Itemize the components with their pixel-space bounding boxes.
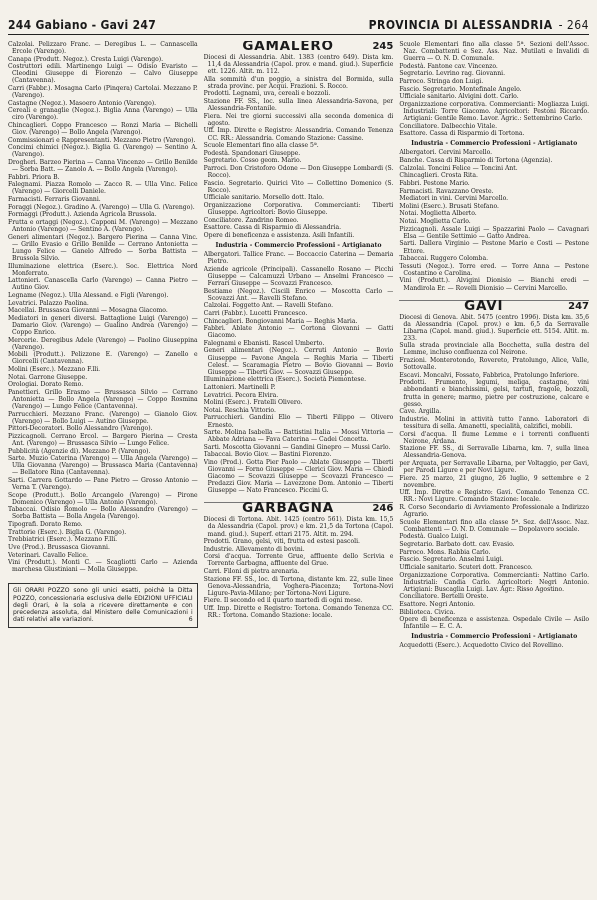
place-name: GARBAGNA (242, 500, 335, 517)
info-line: Parroci. Don Cristoforo Odone — Don Giuseppe Lombardi (S. Rocco). (203, 165, 394, 180)
place-intro: Diocesi di Alessandria. Abit. 1383 (centro 649). Dista km. 11,4 da Alessandria (Capol. prov. e mand. giud.). Superficie ett. 1226. Altit. m. 112. (203, 54, 394, 76)
info-line: Conciliatore. Bertelli Oreste. (399, 593, 489, 601)
info-line: Cave. Argilla. (399, 408, 442, 416)
directory-entry: Notai. Reschia Vittorio. (203, 406, 276, 414)
directory-entry: Mercerie. Deregibus Adele (Varengo) — Paolino Giuseppina (Varengo). (8, 336, 198, 351)
info-line: Parroco. Stringa don Luigi. (399, 78, 484, 86)
directory-entry: Commissionari e Rappresentanti. Mezzano Pietro (Varengo). (8, 136, 196, 144)
directory-entry: Sarte. Molina Isabella — Battistini Italia — Mossi Vittoria — Abbate Adriana — Fava Caterina — Cadei Concetta. (203, 429, 394, 444)
place-heading-gamalero (204, 41, 394, 54)
directory-entry: Levatrici. Pecora Elvira. (203, 391, 279, 399)
place-number: 246 (372, 503, 394, 515)
info-line: Fiere. 25 marzo, 21 giugno, 26 luglio, 9 settembre e 2 novembre. (399, 474, 590, 489)
directory-entry: Foraggi (Negoz.). Gradino A. (Varengo) — Ulla G. (Varengo). (8, 203, 195, 211)
info-line: Alla sommità d'un poggio, a sinistra del Bormida, sulla strada provinc. per Acqui. Frazioni. S. Rocco. (203, 75, 394, 90)
directory-entry: Lattonieri. Canascella Carlo (Varengo) — Canna Pietro — Autino Giov. (8, 277, 198, 292)
directory-entry: Albergatori. Tallice Franc. — Boccaccio Caterina — Demaria Pietro. (203, 251, 394, 266)
directory-entry: Molini (Eserc.). Brusati Stefano. (399, 202, 499, 210)
info-line: Fascio. Segretario. Montefinale Angelo. (399, 85, 522, 93)
directory-entry: Castagne (Negoz.). Masoero Antonio (Varengo). (8, 99, 157, 107)
info-line: Stazione FF. SS., loc. sulla linea Alessandria-Savona, per Alessandria-Fontanile. (203, 98, 394, 113)
directory-entry: Molini (Eserc.). Fratelli Olivero. (203, 399, 303, 407)
text-columns (8, 41, 589, 893)
place-info-lines (204, 76, 394, 239)
directory-entry: Bestiame (Negoz.). Ciscili Enrico — Moscotta Carlo — Scovazzi Ant. — Ravelli Stefano. (203, 287, 394, 302)
info-line: Stazione FF. SS., loc. di Tortona, distante km. 22, sulle linee Genova-Alessandria, Voghera-Piacenza; Tortona-Novi Ligure-Pavia-Milano; per Tortona-Novi Ligure. (203, 575, 394, 597)
directory-entry: Formaggi (Produtt.). Azienda Agricola Brussola. (8, 211, 157, 219)
info-line: Podestà. Fantone cav. Vincenzo. (399, 62, 498, 70)
directory-entry: Uve (Prod.). Brussasca Giovanni. (8, 543, 110, 551)
directory-entry: Carri (Fabbr.). Mosagna Carlo (Pinqera) Cartolai. Mezzano P. (Varengo). (8, 85, 198, 100)
info-line: Industrie. Molini in attività tutto l'anno. Laboratori di tessitura di sella. Amanetti, specialità, calzifici, mobili. (399, 415, 590, 430)
place-heading-garbagna (204, 500, 394, 517)
section-heading: Industria - Commercio Professioni - Artigianato (411, 633, 578, 641)
directory-entry: Macellai. Brussasca Giovanni — Mosagna Giacomo. (8, 307, 168, 315)
info-line: Industrie. Allevamento di bovini. (203, 545, 305, 553)
info-line: Opere di beneficenza e assistenza. Ospedale Civile — Asilo Infantile — E. C. A. (399, 616, 590, 631)
info-line: Organizzazione Corporativa. Commercianti: Nattino Carlo. Industriali: Candia Carlo. Agricoltori: Negri Antonio. Artigiani: Buscaglia Luigi. Lav. Agr.: Risso Agostino. (399, 571, 590, 593)
info-line: Corsi d'acqua. Torrente Grue, affluente dello Scrivia e Torrente Garbagna, affluente del Grue. (203, 553, 394, 568)
info-line: Parroco. Mons. Rabbia Carlo. (399, 548, 491, 556)
directory-entry: Molini (Eserc.). Mezzano F.lli. (8, 365, 101, 373)
info-line: Conciliatore. Zandrino Romeo. (203, 216, 299, 224)
info-line: Opere di beneficenza e assistenza. Asili Infantili. (203, 232, 355, 240)
directory-entry: Chincaglieri. Crosta Rita. (399, 172, 478, 180)
directory-entry: Aziende agricole (Principali). Cassanello Rosano — Picchi Giuseppe — Calcamuzzi Urbano — Anselmi Francesco — Ferrari Giuseppe — Scovazzi Francesco. (203, 265, 394, 287)
info-line: Scuole Elementari fino alla classe 5ª. Sezioni dell'Assoc. Naz. Combattenti e Sez. Ass. Naz. Mutilati e Invalidi di Guerra — O. N. D. Comunale. (399, 41, 590, 63)
directory-entry: Frutta e ortaggi (Negoz.). Capponi M. (Varengo) — Mezzano Antonio (Varengo) — Sentino A. (Varengo). (8, 219, 198, 234)
info-line: R. Corso Secondario di Avviamento Professionale a Indirizzo Agrario. (399, 503, 590, 518)
directory-entry: Generi alimentari (Negoz.). Cerruti Antonio — Bovio Giuseppe — Pavone Angela — Reghis Maria — Tiberti Celest. — Scaramagia Pietro — Bovio Giovanni — Bovio Giuseppe — Tiberti Giov. — Scovazzi Giuseppe. (203, 347, 394, 376)
directory-entry: Sarti. Dallera Virginio — Pestone Mario e Costi — Pestone Ettore. (399, 240, 590, 255)
place-info-lines (204, 538, 394, 619)
directory-entry: Notai. Garrone Giuseppe. (8, 373, 88, 381)
running-head (8, 18, 589, 35)
directory-entry: Concimi chimici (Negoz.). Biglia G. (Varengo) — Sentino A. (Varengo). (8, 144, 198, 159)
place-heading-gavi (399, 297, 590, 314)
place-name: GAVI (464, 297, 504, 314)
info-line: Prodotti. Grano, gelsi, viti, frutta ed estesi pascoli. (203, 538, 360, 546)
info-line: Stazione FF. SS., di Serravalle Libarna, km. 7, sulla linea Alessandria-Genova. (399, 445, 590, 460)
directory-entry: Vino (Prod.). Gotta Pier Paolo — Ablate Giuseppe — Tiberti Giovanni — Forno Giuseppe — Clerici Giov. Maria — Chiodi Giacomo — Scovazzi Giuseppe — Scovazzi Francesco — Predazzi Giov. Maria — Lavezzone Dom. Antonio — Tiberti Giuseppe — Nato Francesco. Piccini G. (203, 459, 394, 495)
directory-entry: Parrucchieri. Mezzano Franc. (Varengo) — Gianolo Giov. (Varengo) — Bollo Luigi — Autino Giuseppe. (8, 410, 198, 425)
directory-entry: Pittori-Decoratori. Bollo Alessandro (Varengo). (8, 425, 153, 433)
directory-entry: Orologiai. Dorato Remo. (8, 381, 84, 389)
info-line: Frazioni. Monterotondo, Rovereto, Pratolungo, Alice, Valle, Sottovalle. (399, 357, 590, 372)
directory-entry: Sarti. Moscotta Giovanni — Gandini Ginepro — Mussi Carlo. (203, 443, 391, 451)
section-heading: Industria - Commercio Professioni - Artigianato (215, 242, 382, 250)
directory-entry: Canapa (Produtt. Negoz.). Cresta Luigi (Varengo). (8, 55, 164, 63)
directory-entry: Scope (Produtt.). Bollo Arcangelo (Varengo) — Pirone Domenico (Varengo) — Ulla Antonio (Varengo). (8, 491, 198, 506)
info-line: Corsi d'acqua. Il fiume Lemme e i torrenti confluenti Neirone, Ardana. (399, 430, 590, 445)
directory-entry: Tipografi. Dorato Remo. (8, 521, 83, 529)
directory-entry: Sarti. Carrera Gottardo — Pane Pietro — Grosso Antonio — Verna T. (Varengo). (8, 476, 198, 491)
info-line: Biblioteca. Civica. (399, 608, 456, 616)
directory-entry: Cereali e granaglie (Negoz.). Biglia Anna (Varengo) — Ulla ciro (Varengo). (8, 107, 198, 122)
trade-entry-list (399, 149, 589, 291)
directory-entry: Mediatori in vini. Cervini Marcello. (399, 195, 509, 203)
directory-entry: Costruttori edili. Martinengo Luigi — Odisio Evaristo — Cleodini Giuseppe di Fiorenzo — Calvo Giuseppe (Cantavenna). (8, 63, 198, 85)
directory-entry: Levatrici. Palazzo Paolina. (8, 299, 89, 307)
directory-entry: Parrucchieri. Gandini Elio — Tiberti Filippo — Olivero Ernesto. (203, 414, 394, 429)
section-heading: Industria - Commercio Professioni - Artigianato (411, 140, 578, 148)
directory-entry: Legname (Negoz.). Ulla Alessand. e Figli (Varengo). (8, 291, 169, 299)
directory-entry: Tabaccai. Bovio Giov. — Bastini Fiorenzo. (203, 451, 332, 459)
directory-entry: Carri (Fabbr.). Lucetti Francesco. (203, 309, 308, 317)
place-intro: Diocesi di Tortona. Abit. 1425 (centro 561). Dista km. 15,5 da Alessandria (Capol. prov.) e km. 21,5 da Tortona (Capol. mand. giud.). Superf. ettari 2175. Altit. m. 294. (203, 516, 394, 538)
info-line: Uff. Imp. Dirette e Registro: Gavi. Comando Tenenza CC. RR.: Novi Ligure. Comando Stazione: locale. (399, 489, 590, 504)
directory-entry: Pizzicagnoli. Cerrano Ercol. — Bargero Pierina — Cresta Ant. (Varengo) — Brussasca Silvio — Lungo Felice. (8, 432, 198, 447)
directory-entry: Veterinari. Cavallo Felice. (8, 551, 88, 559)
directory-entry: Mobili (Produtt.). Pelizzone E. (Varengo) — Zanello e Giorcelli (Cantavenna). (8, 351, 198, 366)
directory-entry: Farmacisti. Ravazzano Oreste. (399, 187, 494, 195)
info-line: Segretario. Levrino rag. Giovanni. (399, 70, 506, 78)
info-line: Ufficiale sanitario. Alvigini dott. Carlo. (399, 93, 519, 101)
directory-entry: Chincaglieri. Coppo Francesco — Ronzi Maria — Bichelli Giov. (Varengo) — Bollo Angela (Varengo). (8, 122, 198, 137)
directory-entry: Trattorie (Eserc.). Biglia G. (Varengo). (8, 528, 127, 536)
directory-entry: Chincaglieri. Bongiovanni Maria — Reghis Maria. (203, 317, 358, 325)
info-line: Fiere. Il secondo ed il quarto martedì di ogni mese. (203, 597, 363, 605)
directory-entry: Trebbiatrici (Eserc.). Mezzano F.lli. (8, 536, 118, 544)
info-line: Conciliatore. Dalbecchio Vitale. (399, 122, 498, 130)
info-line: Segretario. Barbato dott. cav. Evasio. (399, 540, 515, 548)
page-number: - 264 (558, 18, 589, 32)
info-line: Segretario. Cosso geom. Mario. (203, 157, 302, 165)
trade-entry-list (204, 251, 394, 494)
place-info-lines (399, 342, 589, 630)
directory-entry: Calzolai. Toncini Felice — Toncini Ant. (399, 164, 518, 172)
directory-entry: Notai. Moglietta Alberto. (399, 210, 477, 218)
info-line: Esattore. Cassa di Risparmio di Tortona. (399, 130, 525, 138)
directory-entry: Albergatori. Cervini Marcello. (399, 149, 493, 157)
info-line: Escavi. Moncalvi, Fossato, Fabbrica, Pratolungo Inferiore. (399, 371, 580, 379)
info-line: Podestà. Spandonari Giuseppe. (203, 149, 301, 157)
info-line: Fascio. Segretario. Anselmi Luigi. (399, 556, 504, 564)
place-name: GAMALERO (242, 41, 334, 54)
directory-entry: Acquedotti (Eserc.). Acquedotto Civico del Rovellino. (399, 642, 564, 650)
trade-entry-list (399, 642, 589, 649)
directory-entry: Fabbri. Pestone Mario. (399, 179, 470, 187)
directory-entry: Vini (Produtt.). Monti C. — Scagliotti Carlo — Azienda marchesa Giustiniani — Molla Giuseppe. (8, 559, 198, 574)
directory-entry: Falegnami e Ebanisti. Rascel Umberto. (203, 339, 325, 347)
advertisement-page: 6 (188, 616, 193, 624)
info-line: Prodotti. Frumento, legumi, meliga, castagne, vini abbondanti e bianchissimi, gelsi, tartufi, fragole, bozzoli, frutta in genere; marmo, pietre per costruzione, calcare e gesso. (399, 379, 590, 408)
info-line: Carri. Filoni di pietra arenaria. (203, 568, 300, 576)
info-line: Scuole Elementari fino alla classe 5ª. (203, 142, 319, 150)
directory-entry: Panettieri. Grillo Erasmo — Brussasca Silvio — Cerrano Antonietta — Bollo Angela (Varengo) — Coppo Rosmina (Varengo) — Lungo Felice (Cantavenna). (8, 388, 198, 410)
info-line: Organizzazione corporativa. Commercianti: Mogliazza Luigi. Industriali: Torre Giacomo. Agricoltori: Pestoni Riccardo. Artigiani: Gentile Remo. Lavor. Agric.: Settembrino Carlo. (399, 100, 590, 123)
info-line: Organizzazione Corporativa. Commercianti: Tiberti Giuseppe. Agricoltori: Bovio Giuseppe. (203, 202, 394, 217)
place-intro: Diocesi di Genova. Abit. 5475 (centro 1996). Dista km. 35,6 da Alessandria (Capol. prov.) e km. 6,5 da Serravalle Libarna (Capol. mand. giud.). Superficie ett. 5154. Altit. m. 233. (399, 313, 590, 342)
place-number: 247 (568, 300, 590, 312)
info-line: Podestà. Gualco Luigi. (399, 533, 469, 541)
directory-entry: Mediatori in generi diversi. Battaglione Luigi (Varengo) — Damario Giov. (Varengo) — Gualino Andrea (Varengo) — Coppo Enrico. (8, 314, 198, 336)
directory-entry: Calzolai. Pelizzaro Franc. — Deregibus L. — Cannascella Ercole (Varengo). (8, 41, 198, 56)
info-line: Fascio. Segretario. Quirici Vito — Collettino Domenico (S. Rocco). (203, 179, 394, 194)
info-line: Esattore. Cassa di Risparmio di Alessandria. (203, 224, 342, 232)
directory-entry: Banche. Cassa di Risparmio di Tortona (Agenzia). (399, 157, 553, 164)
running-head-left: 244 Gabiano - Gavi 247 (8, 18, 157, 32)
directory-entry: Tabaccai. Ruggero Colomba. (399, 255, 489, 263)
info-line: Ufficiale sanitario. Scuteri dott. Francesco. (399, 563, 533, 571)
info-line: Sulla strada provinciale alla Bocchetta, sulla destra del Lemme, incluso confluenza col Neirone. (399, 342, 590, 357)
directory-entry: Falegnami. Piazza Romolo — Zacco R. — Ulla Vinc. Felice (Varengo) — Giorcelli Daniele. (8, 181, 198, 196)
info-line: Uff. Imp. Dirette e Registro: Tortona. Comando Tenenza CC. RR.: Tortona. Comando Stazione: locale. (203, 605, 394, 620)
directory-entry: Pizzicagnoli. Assale Luigi — Spazzarini Paolo — Cavagnari Elsa — Gentile Settimio — Gatto Andrea. (399, 225, 590, 240)
info-line: Ufficiale sanitario. Morsello dott. Italo. (203, 194, 324, 202)
info-line: Scuole Elementari fino alla classe 5ª. Sez. dell'Assoc. Naz. Combattenti — O. N. D. Comunale — Dopolavoro sociale. (399, 518, 590, 533)
province-title: PROVINCIA DI ALESSANDRIA (368, 18, 553, 32)
directory-entry: Generi alimentari (Negoz.). Bargero Pierina — Canna Vinc. — Grillo Evasio e Grillo Benilde — Cerrano Antonietta — Lungo Felice — Ganelo Alfredo — Sorba Battista — Brussola Silvio. (8, 233, 198, 262)
column-2 (204, 41, 394, 893)
directory-entry: Vini (Produtt.). Alvigini Dionisio — Bianchi eredi — Mandirola Er. — Rovelli Dionisio — Cervini Marcello. (399, 277, 590, 292)
directory-entry: Drogheri. Barzeo Pierina — Canna Vincenzo — Grillo Benilde — Sorba Batt. — Zanolo A. — Bollo Angela (Varengo). (8, 159, 198, 174)
directory-entry: Fabbri. Ablate Antonio — Cortona Giovanni — Gatti Giacomo. (203, 325, 394, 340)
advertisement-box (8, 583, 198, 627)
column-3 (399, 41, 589, 893)
running-head-right (369, 18, 589, 32)
directory-entry: Farmacisti. Ferraris Giovanni. (8, 196, 101, 204)
directory-entry: Illuminazione elettrica (Eserc.). Soc. Elettrica Nord Monferrato. (8, 262, 198, 277)
directory-entry: Tabaccai. Odisio Romolo — Bollo Alessandro (Varengo) — Sorba Battista — Bolla Angela (Varengo). (8, 506, 198, 521)
directory-entry: Sarte. Muzio Caterina (Varengo) — Ulla Angela (Varengo) — Ulla Giovanna (Varengo) — Brussasca Maria (Cantavenna) — Bellatore Rina (Cantavenna). (8, 455, 198, 477)
info-line: Uff. Imp. Dirette e Registro: Alessandria. Comando Tenenza CC. RR.: Alessandria. Comando Stazione: Cassine. (203, 127, 394, 142)
advertisement-text: Gli ORARI POZZO sono gli unici esatti, poichè la Ditta POZZO, concessionaria esclusiva delle EDIZIONI UFFICIALI degli Orari, è la sola a ricevere direttamente e con precedenza assoluta, dal Ministero delle Comunicazioni i dati relativi alle variazioni. (13, 587, 193, 624)
garbagna-continued-lines (399, 41, 589, 137)
page-edge-shadow (589, 22, 597, 890)
directory-entry: Pubblicità (Agenzie di). Mezzano P. (Varengo). (8, 447, 151, 455)
info-line: Esattore. Negri Antonio. (399, 600, 475, 608)
gabiano-entry-list (8, 41, 198, 573)
info-line: per Arquata, per Serravalle Libarna, per Voltaggio, per Gavi, per Parodi Ligure e per Novi Ligure. (399, 459, 590, 474)
info-line: Prodotti. Legnami, uva, cereali e bozzoli. (203, 90, 331, 98)
directory-entry: Calzolai. Foggetto Ant. — Ravelli Stefano. (203, 302, 334, 310)
info-line: Fiera. Nei tre giorni successivi alla seconda domenica di agosto. (203, 112, 394, 127)
directory-entry: Tessuti (Negoz.). Torre ered. — Torre Anna — Pestone Costantino e Carolina. (399, 262, 590, 277)
place-number: 245 (372, 41, 394, 52)
column-1 (8, 41, 198, 893)
directory-entry: Illuminazione elettrica (Eserc.). Società Piemontese. (203, 376, 367, 384)
directory-entry: Lattonieri. Martinelli P. (203, 383, 276, 391)
directory-entry: Fabbri. Priora B. (8, 173, 60, 181)
directory-entry: Notai. Moglietta Carlo. (399, 218, 471, 226)
